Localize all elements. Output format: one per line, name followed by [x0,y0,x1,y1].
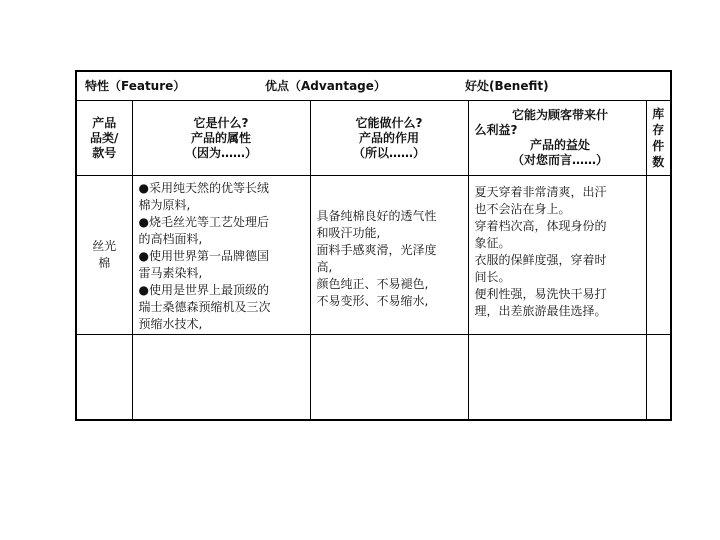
header-benefit: 好处(Benefit) [465,78,549,93]
col-feature-line: 它是什么? [193,115,249,130]
advantage-line: 颜色纯正、不易褪色, [316,277,429,291]
benefit-line: 间长。 [474,270,511,284]
col-feature [132,101,310,176]
feature-line: ●烧毛丝光等工艺处理后 [138,215,269,229]
col-stock-char: 存 [652,123,665,137]
row-advantages [310,176,468,335]
col-advantage-line: 产品的作用 [358,130,419,145]
list-item [139,282,310,333]
feature-line: 预缩水技术, [138,317,203,331]
benefit-line: 象征。 [474,236,511,250]
benefit-line: 夏天穿着非常清爽，出汗 [474,185,607,199]
empty-cell [646,335,671,421]
row-category-line: 棉 [98,256,111,270]
col-category-line: 品类/ [90,130,119,145]
fab-table [75,70,672,421]
row-features [132,176,310,335]
table-row [76,176,671,335]
row-stock [646,176,671,335]
empty-cell [132,335,310,421]
col-benefit-line: 产品的益处 [529,138,590,152]
header-advantage: 优点（Advantage） [265,78,386,93]
col-benefit-line: （对您而言……） [511,153,608,167]
list-item [139,180,310,214]
col-benefit-line: 么利益? [474,123,518,137]
col-advantage-line: 它能做什么? [355,115,423,130]
col-benefit-line: 它能为顾客带来什 [511,108,608,122]
row-category-line: 丝光 [92,239,117,253]
col-category-line: 产品 [92,115,117,130]
benefit-line: 衣服的保鲜度强，穿着时 [474,253,607,267]
fab-header-row [76,71,671,101]
feature-line: 雷马素染料, [138,266,203,280]
advantage-line: 具备纯棉良好的透气性 [316,209,437,223]
benefit-line: 穿着档次高，体现身份的 [474,219,607,233]
empty-cell [76,335,132,421]
feature-line: ●使用是世界上最顶级的 [138,283,269,297]
column-header-row [76,101,671,176]
feature-line: ●采用纯天然的优等长绒 [138,181,269,195]
benefit-line: 理，出差旅游最佳选择。 [474,304,607,318]
table-row-empty [76,335,671,421]
col-stock-char: 数 [652,155,665,169]
col-feature-line: 产品的属性 [190,130,251,145]
advantage-line: 高, [316,260,333,274]
list-item [139,214,310,248]
col-advantage [310,101,468,176]
feature-line: 瑞士桑德森预缩机及三次 [138,300,271,314]
feature-list [139,180,310,333]
advantage-line: 和吸汗功能, [316,226,381,240]
row-category [76,176,132,335]
feature-line: ●使用世界第一品牌德国 [138,249,269,263]
empty-cell [310,335,468,421]
advantage-line: 不易变形、不易缩水, [316,294,429,308]
benefit-line: 也不会沾在身上。 [474,202,571,216]
feature-line: 棉为原料, [138,198,191,212]
empty-cell [468,335,646,421]
list-item [139,248,310,282]
col-advantage-line: （所以……） [352,145,425,160]
col-category-line: 款号 [92,145,117,160]
col-stock [646,101,671,176]
header-feature: 特性（Feature） [85,78,186,93]
col-feature-line: （因为……） [184,145,257,160]
col-benefit [468,101,646,176]
benefit-line: 便利性强，易洗快干易打 [474,287,607,301]
col-stock-char: 件 [652,139,665,153]
fab-header-cell [76,71,671,101]
feature-line: 的高档面料, [138,232,203,246]
row-benefits [468,176,646,335]
col-category [76,101,132,176]
col-stock-char: 库 [652,107,665,121]
advantage-line: 面料手感爽滑，光泽度 [316,243,437,257]
